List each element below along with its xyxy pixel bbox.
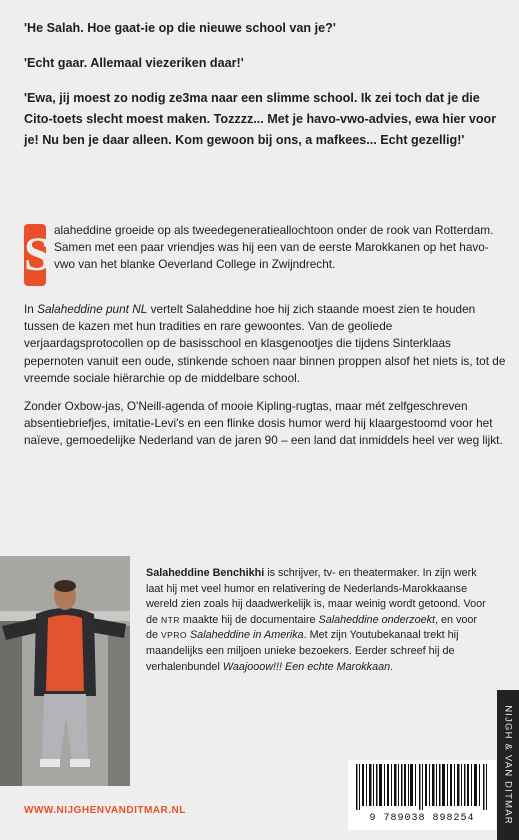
blurb-paragraph-2 xyxy=(24,301,508,387)
author-name: Salaheddine Benchikhi xyxy=(146,567,265,579)
bio-text-3: , en voor de xyxy=(146,613,478,642)
bio-vpro: VPRO xyxy=(161,630,187,641)
book-blurb xyxy=(24,222,508,461)
bio-documentary-2: Salaheddine in Amerika xyxy=(189,629,304,642)
blurb-p1-text: alaheddine groeide op als tweedegeneratieallochtoon onder de rook van Rotterdam. Samen met een paar vriendjes was hij een van de eerste Marokkanen op het havo-vwo van het blanke Oeverland College in Zwijndrecht. xyxy=(54,223,494,272)
book-title-inline: Salaheddine punt NL xyxy=(37,302,148,316)
blurb-paragraph-1 xyxy=(24,222,508,290)
blurb-paragraph-3: Zonder Oxbow-jas, O'Neill-agenda of mooie Kipling-rugtas, maar mét zelfgeschreven absentiebriefjes, imitatie-Levi's en een flinke dosis humor werd hij klaargestoomd voor het naïeve, gemoedelijke Nederland van de jaren 90 – een land dat inmiddels heel ver weg lijkt. xyxy=(24,399,503,448)
quote-3: 'Ewa, jij moest zo nodig ze3ma naar een slimme school. Ik zei toch dat je die Cito-toets slecht moest maken. Tozzzz... Met je havo-vwo-advies, ewa hier voor je! Nu ben je daar alleen. Kom gewoon bij ons, a mafkees... Echt gezellig!' xyxy=(24,91,497,147)
publisher-tab xyxy=(497,690,519,840)
bio-text-1: is schrijver, tv- en theatermaker. In zijn werk laat hij met veel humor en relativering de Nederlands-Marokkaanse wereld zien zoals hij daadwerkelijk is, maar weinig wordt getoond. Voor de xyxy=(146,567,486,626)
blurb-p2-text: vertelt Salaheddine hoe hij zich staande moest zien te houden tussen de kazen met hun tradities en rare gewoontes. Van de geoliede verjaardagsprotocollen op de basisschool en klasgenootjes die tijdens Sinterklaas pepernoten vanuit een oude, stinkende schoen naar binnen proppen alsof het niets is, tot de vreemde sociale hiërarchie op de middelbare school. xyxy=(24,302,506,385)
barcode-bars-icon xyxy=(348,760,496,812)
isbn-barcode xyxy=(348,760,496,830)
isbn-number: 9 789038 898254 xyxy=(369,813,475,824)
quote-1: 'He Salah. Hoe gaat-ie op die nieuwe school van je?' xyxy=(24,21,336,35)
author-photo xyxy=(0,556,130,786)
author-bio xyxy=(146,566,490,675)
bio-ntr: NTR xyxy=(161,614,180,625)
bio-text-5: . Met zijn Youtubekanaal trekt hij maandelijks een miljoen unieke bezoekers. Eerder schreef hij de verhalenbundel xyxy=(146,629,459,673)
drop-cap: S xyxy=(24,224,46,286)
publisher-website[interactable]: WWW.NIJGHENVANDITMAR.NL xyxy=(24,805,186,816)
bio-documentary-1: Salaheddine onderzoekt xyxy=(318,613,435,626)
bio-text-6: . xyxy=(390,660,394,673)
publisher-tab-label: NIJGH & VAN DITMAR xyxy=(502,705,514,825)
bio-book-title: Waajooow!!! Een echte Marokkaan xyxy=(222,660,391,673)
blurb-p2-lead: In xyxy=(24,302,38,316)
back-cover-quotes xyxy=(24,18,504,165)
bio-text-2: maakte hij de documentaire xyxy=(179,613,319,626)
quote-2: 'Echt gaar. Allemaal viezeriken daar!' xyxy=(24,56,244,70)
